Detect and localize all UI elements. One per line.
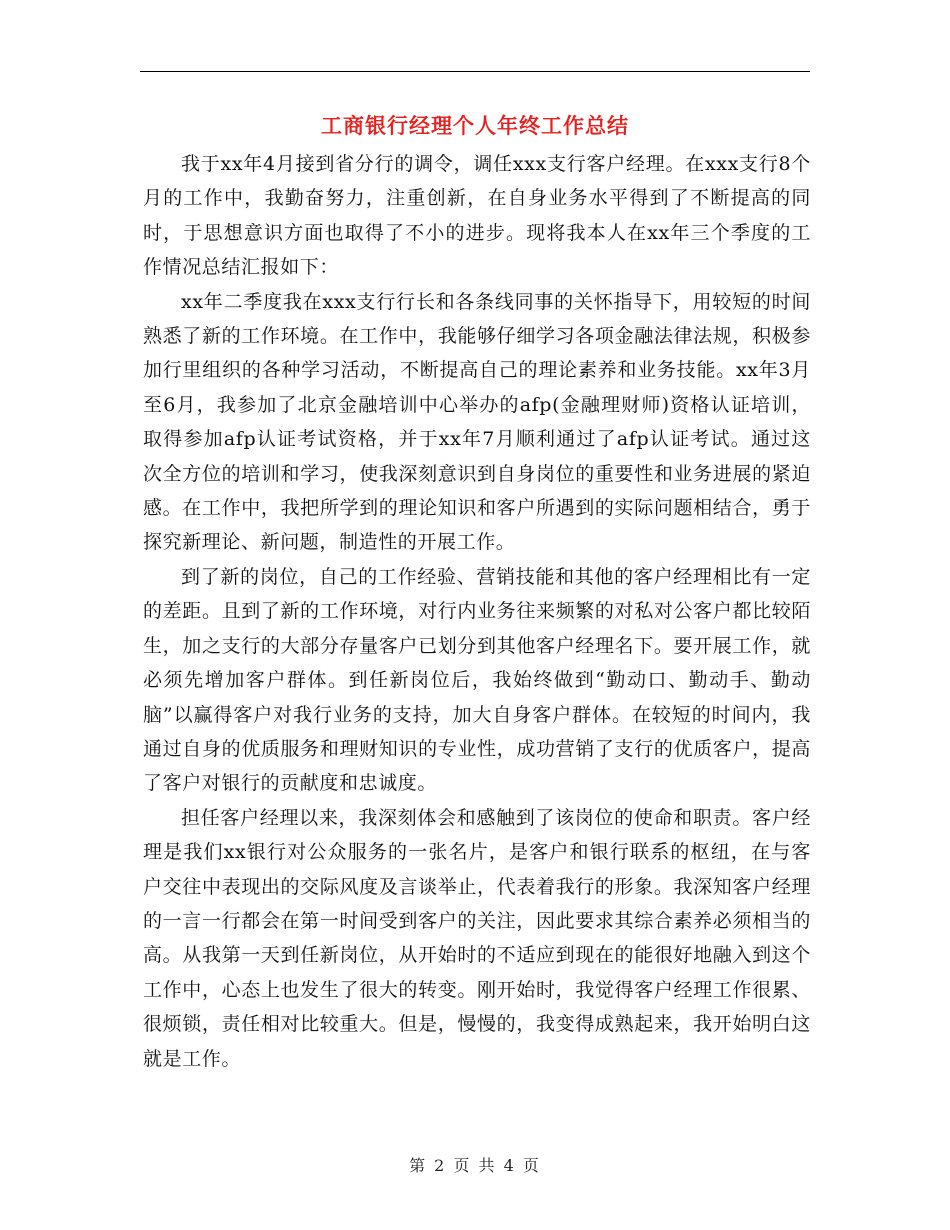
header-rule xyxy=(140,71,810,72)
paragraph-q2-training: xx年二季度我在xxx支行行长和各条线同事的关怀指导下，用较短的时间熟悉了新的工作环境。在工作中，我能够仔细学习各项金融法律法规，积极参加行里组织的各种学习活动，不断提高自己的理论素养和业务技能。xx年3月至6月，我参加了北京金融培训中心举办的afp(金融理财师)资格认证培训，取得参加afp认证考试资格，并于xx年7月顺利通过了afp认证考试。通过这次全方位的培训和学习，使我深刻意识到自身岗位的重要性和业务进展的紧迫感。在工作中，我把所学到的理论知识和客户所遇到的实际问题相结合，勇于探究新理论、新问题，制造性的开展工作。 xyxy=(143,290,811,554)
paragraph-role-reflection: 担任客户经理以来，我深刻体会和感触到了该岗位的使命和职责。客户经理是我们xx银行对公众服务的一张名片，是客户和银行联系的枢纽，在与客户交往中表现出的交际风度及言谈举止，代表着我行的形象。我深知客户经理的一言一行都会在第一时间受到客户的关注，因此要求其综合素养必须相当的高。从我第一天到任新岗位，从开始时的不适应到现在的能很好地融入到这个工作中，心态上也发生了很大的转变。刚开始时，我觉得客户经理工作很累、很烦锁，责任相对比较重大。但是，慢慢的，我变得成熟起来，我开始明白这就是工作。 xyxy=(143,806,811,1070)
document-body xyxy=(143,147,811,1076)
paragraph-new-position: 到了新的岗位，自己的工作经验、营销技能和其他的客户经理相比有一定的差距。且到了新的工作环境，对行内业务往来频繁的对私对公客户都比较陌生，加之支行的大部分存量客户已划分到其他客户经理名下。要开展工作，就必须先增加客户群体。到任新岗位后，我始终做到“勤动口、勤动手、勤动脑”以赢得客户对我行业务的支持，加大自身客户群体。在较短的时间内，我通过自身的优质服务和理财知识的专业性，成功营销了支行的优质客户，提高了客户对银行的贡献度和忠诚度。 xyxy=(143,565,811,795)
document-title: 工商银行经理个人年终工作总结 xyxy=(321,113,629,138)
page-number-footer: 第 2 页 共 4 页 xyxy=(409,1156,541,1175)
paragraph-intro: 我于xx年4月接到省分行的调令，调任xxx支行客户经理。在xxx支行8个月的工作中，我勤奋努力，注重创新，在自身业务水平得到了不断提高的同时，于思想意识方面也取得了不小的进步。现将我本人在xx年三个季度的工作情况总结汇报如下： xyxy=(143,153,811,279)
